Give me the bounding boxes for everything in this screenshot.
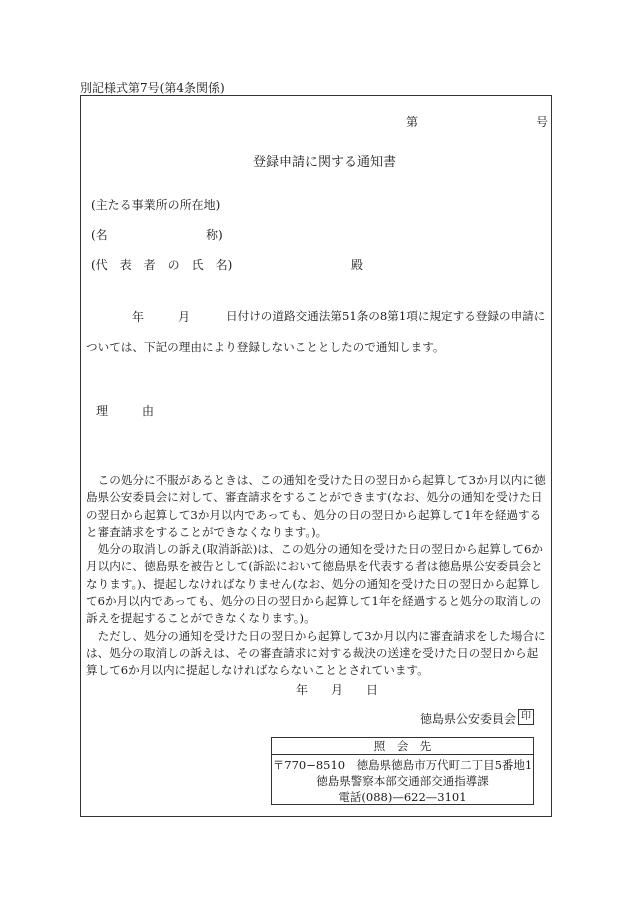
issue-date-year: 年: [296, 683, 309, 697]
body-year: 年: [132, 310, 145, 324]
addressee-name-label-close: 称): [206, 228, 223, 242]
contact-box: [271, 737, 534, 805]
contact-phone: 電話(088)—622—3101: [338, 790, 467, 804]
contact-department: 徳島県警察本部交通部交通指導課: [316, 774, 489, 788]
addressee-location-label: (主たる事業所の所在地): [91, 198, 221, 212]
appeal-notice-paragraph-1: この処分に不服があるときは、この通知を受けた日の翌日から起算して3か月以内に徳島県公安委員会に対して、審査請求をすることができます(なお、処分の通知を受けた日の翌日から起算して3か月以内であっても、処分の日の翌日から起算して1年を経過すると審査請求をすることができなくなります。)。: [86, 473, 546, 539]
reason-label-ri: 理: [96, 404, 109, 418]
document-number-go: 号: [536, 115, 549, 129]
addressee-representative-label: (代 表 者 の 氏 名): [91, 258, 233, 272]
issue-date-month: 月: [331, 683, 344, 697]
appeal-notice: [86, 472, 548, 680]
issue-date-day: 日: [366, 683, 379, 697]
body-month: 月: [178, 310, 191, 324]
body-line1: 日付けの道路交通法第51条の8第1項に規定する登録の申請に: [226, 309, 546, 323]
reason-label-yu: 由: [142, 404, 155, 418]
addressee-name-label-open: (名: [91, 228, 108, 242]
document-title: 登録申請に関する通知書: [253, 155, 397, 170]
issuer-name: 徳島県公安委員会: [420, 712, 517, 726]
body-line2: ついては、下記の理由により登録しないこととしたので通知します。: [86, 340, 445, 354]
addressee-honorific: 殿: [351, 258, 364, 272]
contact-address: 〒770−8510 徳島県徳島市万代町二丁目5番地1: [272, 758, 533, 772]
appeal-notice-paragraph-3: ただし、処分の通知を受けた日の翌日から起算して3か月以内に審査請求をした場合には、処分の取消しの訴えは、その審査請求に対する裁決の送達を受けた日の翌日から起算して6か月以内に提起しなければならないこととされています。: [86, 628, 546, 678]
form-number: 別記様式第7号(第4条関係): [80, 81, 225, 95]
contact-header: 照 会 先: [272, 738, 533, 755]
appeal-notice-paragraph-2: 処分の取消しの訴え(取消訴訟)は、この処分の通知を受けた日の翌日から起算して6か月以内に、徳島県を被告として(訴訟において徳島県を代表する者は徳島県公安委員会となります。)、提起しなければなりません(なお、処分の通知を受けた日の翌日から起算して6か月以内であっても、処分の日の翌日から起算して1年を経過すると処分の取消しの訴えを提起することができなくなります。)。: [86, 542, 543, 626]
seal-mark: 印: [518, 709, 534, 725]
document-number-dai: 第: [406, 115, 419, 129]
